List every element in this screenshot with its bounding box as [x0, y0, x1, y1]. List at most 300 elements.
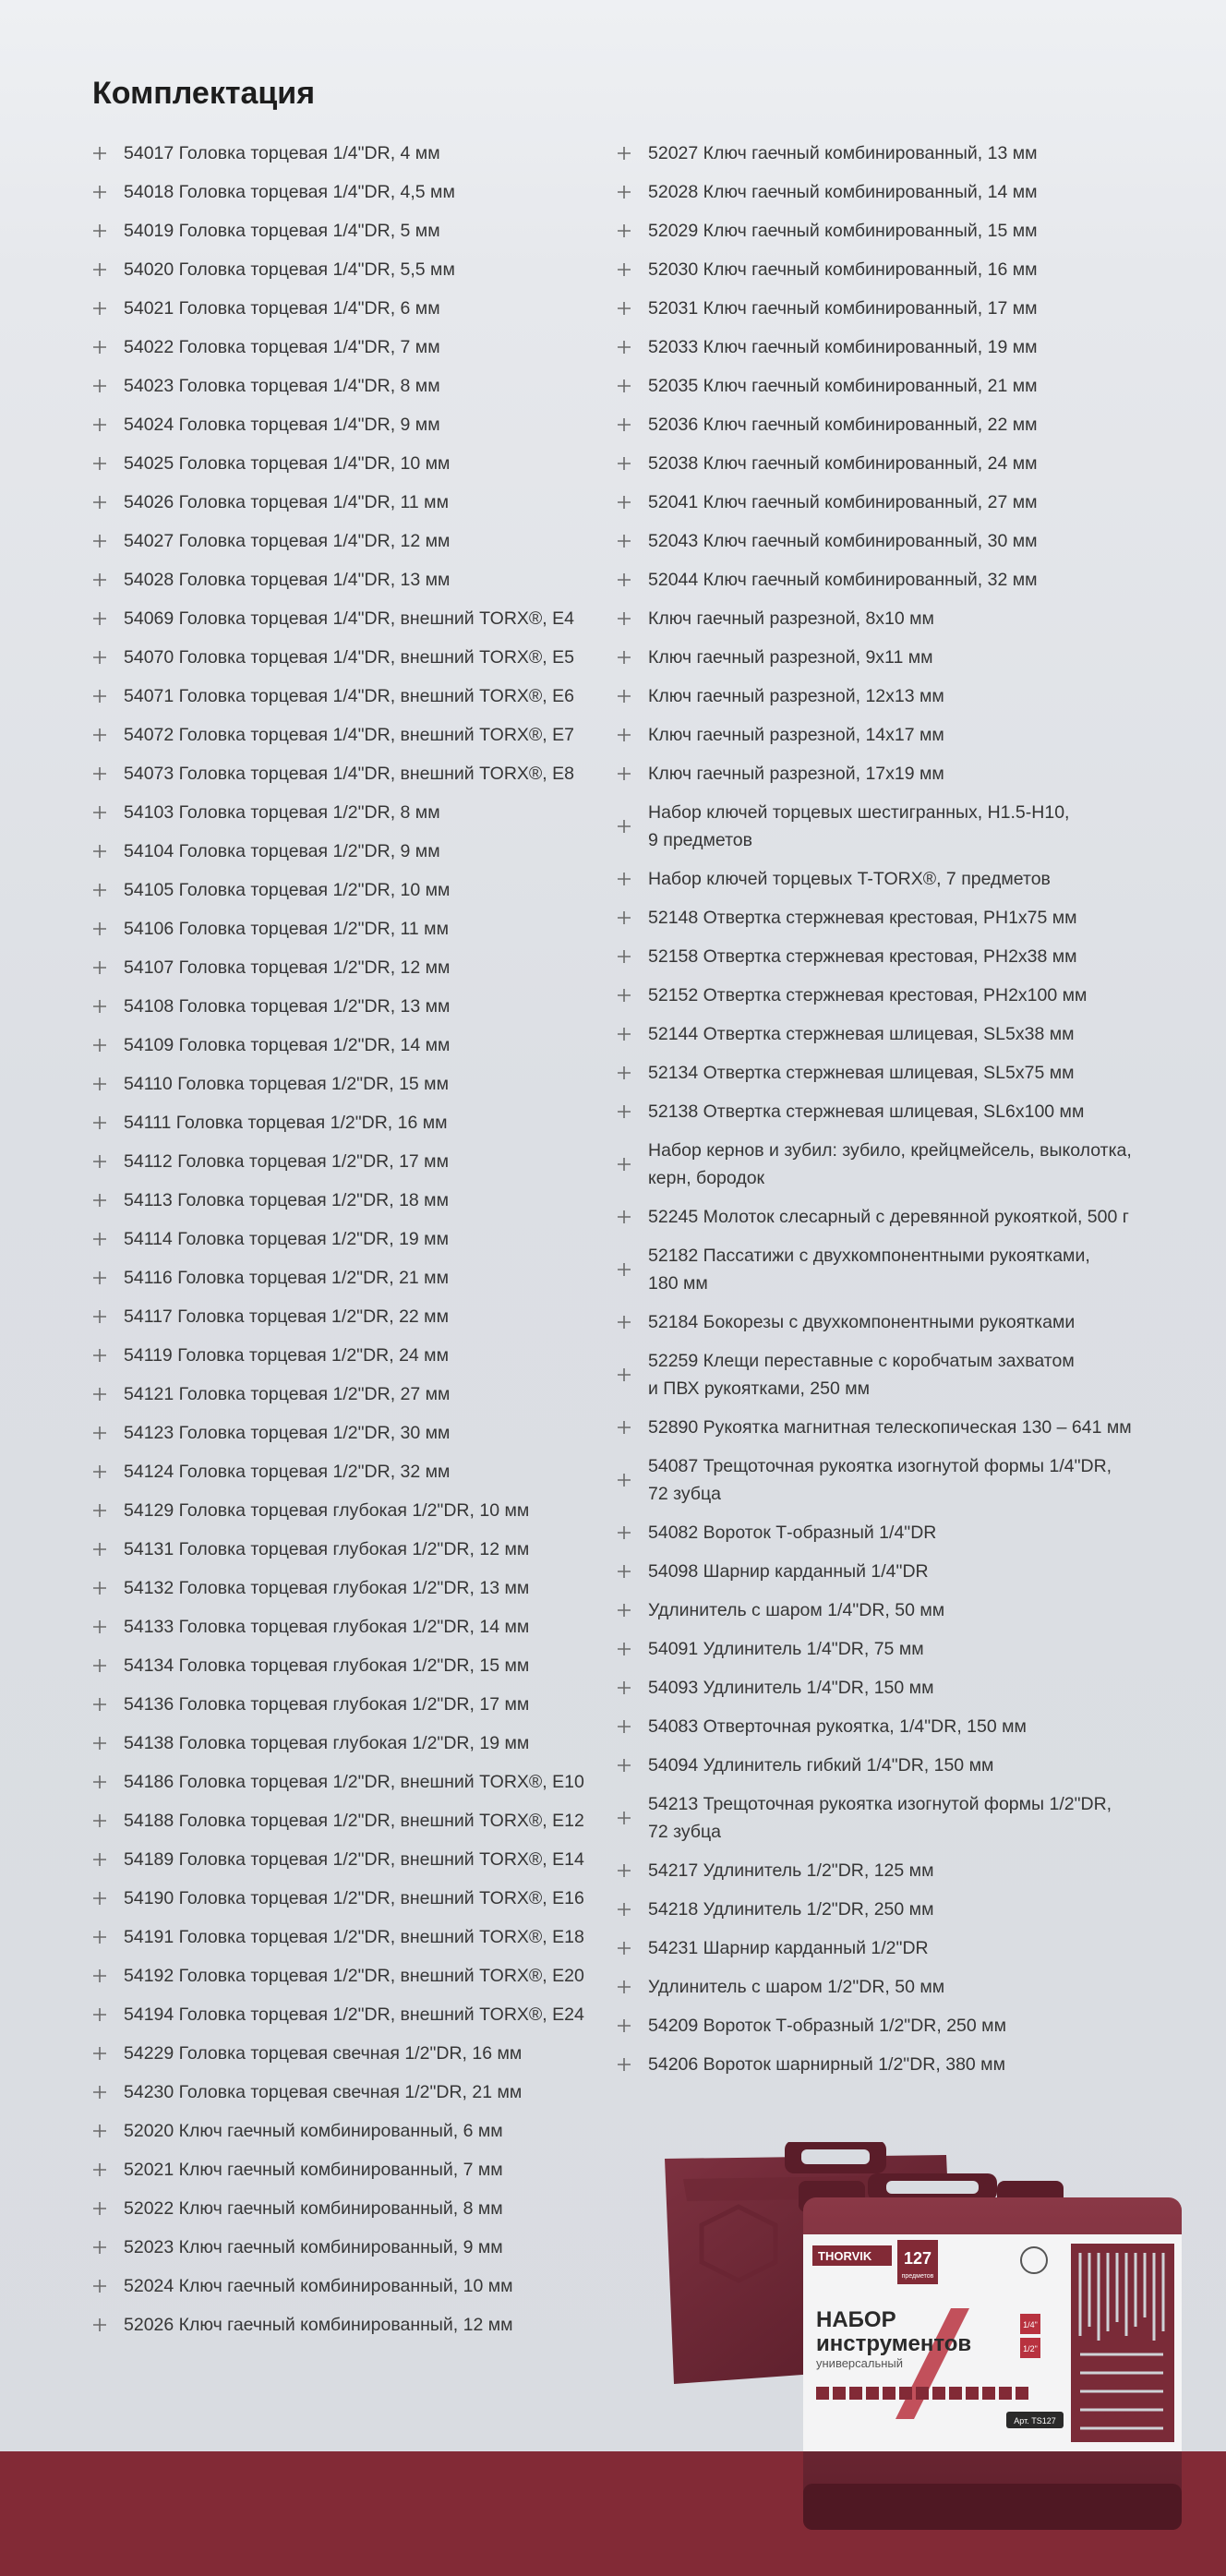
list-item-line: 54188 Головка торцевая 1/2"DR, внешний TORX®, E12	[124, 1811, 584, 1831]
list-item-line: 54017 Головка торцевая 1/4"DR, 4 мм	[124, 143, 440, 163]
plus-icon	[617, 295, 648, 322]
list-item-line: 54209 Вороток Т-образный 1/2"DR, 250 мм	[648, 2016, 1006, 2036]
list-item-text	[648, 1973, 1171, 2001]
list-item-text	[648, 799, 1171, 854]
list-item-text	[648, 1203, 1171, 1231]
list-item-text	[648, 527, 1171, 555]
list-item-line: 54213 Трещоточная рукоятка изогнутой формы 1/2"DR,	[648, 1794, 1112, 1814]
list-item	[617, 860, 1171, 898]
list-item-line: 52158 Отвертка стержневая крестовая, PH2х38 мм	[648, 946, 1077, 967]
list-item-line: 54116 Головка торцевая 1/2"DR, 21 мм	[124, 1268, 449, 1288]
label-title-1: НАБОР	[816, 2307, 896, 2332]
list-item-text	[124, 256, 609, 283]
list-item-line: 52023 Ключ гаечный комбинированный, 9 мм	[124, 2237, 503, 2257]
plus-icon	[92, 1458, 124, 1486]
list-item-line: 54019 Головка торцевая 1/4"DR, 5 мм	[124, 221, 440, 241]
list-item	[92, 1065, 609, 1103]
plus-icon	[92, 527, 124, 555]
list-item-line: 54106 Головка торцевая 1/2"DR, 11 мм	[124, 919, 449, 939]
list-item-line: 54025 Головка торцевая 1/4"DR, 10 мм	[124, 453, 451, 474]
list-item-text	[648, 295, 1171, 322]
list-item-line: 54124 Головка торцевая 1/2"DR, 32 мм	[124, 1462, 451, 1482]
list-item-text	[648, 981, 1171, 1009]
plus-icon	[92, 993, 124, 1020]
list-item-text	[124, 1264, 609, 1292]
plus-icon	[617, 1973, 648, 2001]
list-item-text	[648, 1137, 1171, 1192]
list-item-line: 52036 Ключ гаечный комбинированный, 22 мм	[648, 415, 1038, 435]
list-item	[92, 2305, 609, 2344]
list-item	[617, 1707, 1171, 1746]
list-item	[617, 599, 1171, 638]
list-item	[92, 1569, 609, 1607]
list-item-text	[124, 2272, 609, 2300]
plus-icon	[92, 1342, 124, 1369]
plus-icon	[92, 2311, 124, 2339]
list-item	[92, 1026, 609, 1065]
list-item-line: 52041 Ключ гаечный комбинированный, 27 мм	[648, 492, 1038, 512]
list-item-line: 54026 Головка торцевая 1/4"DR, 11 мм	[124, 492, 449, 512]
list-item	[92, 328, 609, 367]
list-item-text	[124, 372, 609, 400]
list-item-line: 54186 Головка торцевая 1/2"DR, внешний TORX®, E10	[124, 1772, 584, 1792]
list-item	[92, 1220, 609, 1258]
list-item-line: 52890 Рукоятка магнитная телескопическая 130 – 641 мм	[648, 1417, 1132, 1438]
list-item	[92, 1452, 609, 1491]
list-item	[92, 871, 609, 909]
list-item-line: 54189 Головка торцевая 1/2"DR, внешний TORX®, E14	[124, 1849, 584, 1870]
plus-icon	[617, 1519, 648, 1547]
list-item-text	[124, 1109, 609, 1137]
list-item-line: 54027 Головка торцевая 1/4"DR, 12 мм	[124, 531, 451, 551]
list-item-line: 54111 Головка торцевая 1/2"DR, 16 мм	[124, 1113, 448, 1133]
plus-icon	[92, 1807, 124, 1835]
list-item-text	[124, 1846, 609, 1873]
list-item	[617, 250, 1171, 289]
plus-icon	[92, 760, 124, 788]
plus-icon	[617, 865, 648, 893]
plus-icon	[617, 139, 648, 167]
kit-list-left	[92, 134, 609, 2344]
list-item-line: 54190 Головка торцевая 1/2"DR, внешний TORX®, E16	[124, 1888, 584, 1908]
list-item-text	[124, 1884, 609, 1912]
list-item-line: 52148 Отвертка стержневая крестовая, PH1х75 мм	[648, 908, 1077, 928]
list-item	[92, 599, 609, 638]
list-item-text	[124, 217, 609, 245]
list-item-text	[648, 450, 1171, 477]
plus-icon	[92, 915, 124, 943]
plus-icon	[92, 644, 124, 671]
plus-icon	[92, 2195, 124, 2222]
plus-icon	[92, 411, 124, 439]
list-item-line: 54073 Головка торцевая 1/4"DR, внешний TORX®, E8	[124, 764, 574, 784]
plus-icon	[617, 1020, 648, 1048]
list-item	[92, 134, 609, 173]
list-item-line: 52152 Отвертка стержневая крестовая, PH2х100 мм	[648, 985, 1088, 1005]
list-item-line: 9 предметов	[648, 830, 752, 850]
list-item	[92, 987, 609, 1026]
list-item-line: 54112 Головка торцевая 1/2"DR, 17 мм	[124, 1151, 449, 1172]
plus-icon	[92, 1729, 124, 1757]
list-item	[92, 1297, 609, 1336]
list-item	[92, 1995, 609, 2034]
list-item-line: 54087 Трещоточная рукоятка изогнутой формы 1/4"DR,	[648, 1456, 1112, 1476]
plus-icon	[617, 1857, 648, 1884]
list-item-line: 54022 Головка торцевая 1/4"DR, 7 мм	[124, 337, 440, 357]
list-item-line: 54113 Головка торцевая 1/2"DR, 18 мм	[124, 1190, 449, 1210]
plus-icon	[617, 411, 648, 439]
list-item-line: 54104 Головка торцевая 1/2"DR, 9 мм	[124, 841, 440, 861]
list-item-text	[648, 1558, 1171, 1585]
list-item-text	[648, 644, 1171, 671]
list-item-line: 52026 Ключ гаечный комбинированный, 12 мм	[124, 2315, 513, 2335]
list-item-text	[124, 1342, 609, 1369]
list-item-line: 54091 Удлинитель 1/4"DR, 75 мм	[648, 1639, 924, 1659]
list-item-text	[648, 1596, 1171, 1624]
list-item-line: 52024 Ключ гаечный комбинированный, 10 мм	[124, 2276, 513, 2296]
plus-icon	[92, 2272, 124, 2300]
list-item	[92, 560, 609, 599]
list-item	[92, 1763, 609, 1801]
list-item-text	[124, 566, 609, 594]
list-item-line: 52028 Ключ гаечный комбинированный, 14 мм	[648, 182, 1038, 202]
list-item	[92, 2189, 609, 2228]
list-item	[92, 250, 609, 289]
plus-icon	[92, 1962, 124, 1990]
size-badge-a: 1/4"	[1023, 2320, 1038, 2329]
list-item	[92, 2112, 609, 2150]
list-item-line: 54206 Вороток шарнирный 1/2"DR, 380 мм	[648, 2054, 1005, 2075]
list-item-text	[124, 2001, 609, 2028]
list-item-text	[124, 2195, 609, 2222]
list-item	[92, 1414, 609, 1452]
list-item	[617, 1591, 1171, 1630]
list-item-line: Набор кернов и зубил: зубило, крейцмейсель, выколотка,	[648, 1140, 1132, 1161]
plus-icon	[92, 1768, 124, 1796]
list-item-line: 52033 Ключ гаечный комбинированный, 19 мм	[648, 337, 1038, 357]
list-item	[92, 2150, 609, 2189]
list-item-text	[648, 1857, 1171, 1884]
list-item	[92, 832, 609, 871]
list-item-text	[124, 644, 609, 671]
plus-icon	[617, 372, 648, 400]
list-item-text	[648, 217, 1171, 245]
plus-icon	[92, 876, 124, 904]
list-item-text	[648, 1020, 1171, 1048]
kit-list-right	[617, 134, 1171, 2084]
list-item-text	[648, 178, 1171, 206]
plus-icon	[617, 1308, 648, 1336]
list-item-text	[124, 2040, 609, 2067]
list-item-line: 54107 Головка торцевая 1/2"DR, 12 мм	[124, 957, 451, 978]
list-item-line: 54082 Вороток Т-образный 1/4"DR	[648, 1523, 937, 1543]
plus-icon	[92, 2001, 124, 2028]
list-item-text	[124, 1031, 609, 1059]
list-item-line: 54229 Головка торцевая свечная 1/2"DR, 16 мм	[124, 2043, 523, 2064]
list-item	[617, 937, 1171, 976]
plus-icon	[92, 799, 124, 826]
list-item	[92, 289, 609, 328]
item-count-label: предметов	[901, 2273, 934, 2280]
list-item	[617, 1236, 1171, 1303]
list-item-line: 52022 Ключ гаечный комбинированный, 8 мм	[124, 2198, 503, 2219]
list-item-text	[648, 682, 1171, 710]
list-item-text	[648, 139, 1171, 167]
list-item-text	[124, 760, 609, 788]
plus-icon	[92, 2156, 124, 2184]
list-item	[617, 444, 1171, 483]
list-item	[617, 1092, 1171, 1131]
list-item-text	[648, 760, 1171, 788]
list-item-line: 54134 Головка торцевая глубокая 1/2"DR, 15 мм	[124, 1655, 530, 1676]
list-item-text	[648, 2051, 1171, 2078]
list-item	[617, 1929, 1171, 1968]
list-item-text	[124, 2156, 609, 2184]
list-item-line: 54071 Головка торцевая 1/4"DR, внешний TORX®, E6	[124, 686, 574, 706]
plus-icon	[617, 450, 648, 477]
list-item	[617, 1015, 1171, 1053]
list-item-line: Удлинитель с шаром 1/2"DR, 50 мм	[648, 1977, 945, 1997]
plus-icon	[92, 178, 124, 206]
list-item-text	[124, 1923, 609, 1951]
list-item-line: 54230 Головка торцевая свечная 1/2"DR, 21 мм	[124, 2082, 523, 2102]
list-item-text	[648, 1674, 1171, 1702]
list-item-text	[648, 1713, 1171, 1740]
list-item-text	[648, 333, 1171, 361]
list-item-line: 52138 Отвертка стержневая шлицевая, SL6х100 мм	[648, 1101, 1085, 1122]
list-item-line: Ключ гаечный разрезной, 8х10 мм	[648, 608, 934, 629]
plus-icon	[617, 981, 648, 1009]
product-label	[803, 2234, 1182, 2451]
plus-icon	[92, 605, 124, 632]
list-item-text	[648, 1934, 1171, 1962]
list-item-text	[648, 566, 1171, 594]
plus-icon	[92, 1303, 124, 1330]
list-item-text	[124, 527, 609, 555]
list-item	[617, 1552, 1171, 1591]
list-item	[92, 1646, 609, 1685]
list-item-line: 54021 Головка торцевая 1/4"DR, 6 мм	[124, 298, 440, 319]
list-item-line: 54093 Удлинитель 1/4"DR, 150 мм	[648, 1678, 934, 1698]
list-item-text	[648, 865, 1171, 893]
plus-icon	[92, 1031, 124, 1059]
list-item-text	[124, 837, 609, 865]
list-item-text	[124, 1303, 609, 1330]
list-item	[92, 716, 609, 754]
list-item	[617, 134, 1171, 173]
list-item-line: 54136 Головка торцевая глубокая 1/2"DR, 17 мм	[124, 1694, 530, 1715]
list-item-text	[124, 1148, 609, 1175]
plus-icon	[92, 2233, 124, 2261]
plus-icon	[617, 178, 648, 206]
list-item-line: 54129 Головка торцевая глубокая 1/2"DR, 10 мм	[124, 1500, 530, 1521]
plus-icon	[92, 295, 124, 322]
list-item-text	[648, 1347, 1171, 1402]
list-item-line: 52021 Ключ гаечный комбинированный, 7 мм	[124, 2160, 503, 2180]
plus-icon	[617, 1674, 648, 1702]
list-item	[617, 2006, 1171, 2045]
list-item	[617, 716, 1171, 754]
list-item-line: 54133 Головка торцевая глубокая 1/2"DR, 14 мм	[124, 1617, 530, 1637]
list-item-line: 52029 Ключ гаечный комбинированный, 15 мм	[648, 221, 1038, 241]
list-item-line: 54138 Головка торцевая глубокая 1/2"DR, 19 мм	[124, 1733, 530, 1753]
list-item-line: 54192 Головка торцевая 1/2"DR, внешний TORX®, E20	[124, 1966, 584, 1986]
list-item-line: 54114 Головка торцевая 1/2"DR, 19 мм	[124, 1229, 449, 1249]
list-item	[92, 1181, 609, 1220]
list-item	[617, 405, 1171, 444]
list-item-line: 52144 Отвертка стержневая шлицевая, SL5х38 мм	[648, 1024, 1075, 1044]
list-item-text	[124, 1497, 609, 1524]
list-item	[92, 1491, 609, 1530]
plus-icon	[617, 1098, 648, 1125]
list-item-line: 54083 Отверточная рукоятка, 1/4"DR, 150 мм	[648, 1716, 1027, 1737]
list-item	[617, 638, 1171, 677]
plus-icon	[92, 682, 124, 710]
plus-icon	[92, 1380, 124, 1408]
list-item	[617, 560, 1171, 599]
list-item-text	[124, 450, 609, 477]
list-item-text	[124, 1070, 609, 1098]
plus-icon	[617, 644, 648, 671]
list-item-line: 52035 Ключ гаечный комбинированный, 21 мм	[648, 376, 1038, 396]
list-item-line: и ПВХ рукоятками, 250 мм	[648, 1378, 871, 1399]
article-number: Арт. TS127	[1014, 2416, 1056, 2426]
plus-icon	[617, 1713, 648, 1740]
list-item-text	[124, 1225, 609, 1253]
list-item-line: 52038 Ключ гаечный комбинированный, 24 мм	[648, 453, 1038, 474]
list-item-line: 54072 Головка торцевая 1/4"DR, внешний TORX®, E7	[124, 725, 574, 745]
list-item	[92, 754, 609, 793]
list-item-text	[648, 605, 1171, 632]
list-item-text	[124, 799, 609, 826]
list-item-line: 52245 Молоток слесарный с деревянной рукояткой, 500 г	[648, 1207, 1129, 1227]
list-item	[92, 1918, 609, 1956]
list-item-text	[648, 1414, 1171, 1441]
list-item-line: 52044 Ключ гаечный комбинированный, 32 мм	[648, 570, 1038, 590]
list-item	[617, 898, 1171, 937]
list-item	[617, 367, 1171, 405]
list-item-text	[124, 876, 609, 904]
list-item-line: 54094 Удлинитель гибкий 1/4"DR, 150 мм	[648, 1755, 994, 1776]
list-item-text	[124, 411, 609, 439]
plus-icon	[92, 1691, 124, 1718]
list-item	[92, 211, 609, 250]
list-item-text	[124, 1729, 609, 1757]
item-count: 127	[903, 2249, 932, 2268]
list-item-line: 180 мм	[648, 1273, 708, 1294]
list-item-line: Ключ гаечный разрезной, 14х17 мм	[648, 725, 944, 745]
list-item	[617, 1342, 1171, 1408]
list-item	[92, 444, 609, 483]
list-item-line: 54103 Головка торцевая 1/2"DR, 8 мм	[124, 802, 440, 823]
list-item	[617, 1785, 1171, 1851]
list-item	[617, 1053, 1171, 1092]
product-case-image	[646, 2142, 1200, 2548]
list-item-text	[124, 2078, 609, 2106]
list-item	[617, 1408, 1171, 1447]
list-item-text	[124, 993, 609, 1020]
list-item	[617, 793, 1171, 860]
list-item-line: 54105 Головка торцевая 1/2"DR, 10 мм	[124, 880, 451, 900]
list-item-line: Ключ гаечный разрезной, 9х11 мм	[648, 647, 933, 668]
list-item-text	[124, 1768, 609, 1796]
plus-icon	[92, 2040, 124, 2067]
plus-icon	[617, 1558, 648, 1585]
plus-icon	[617, 605, 648, 632]
list-item-line: 54117 Головка торцевая 1/2"DR, 22 мм	[124, 1306, 449, 1327]
plus-icon	[617, 527, 648, 555]
tool-layout-photo	[1071, 2244, 1174, 2442]
list-item-line: 54217 Удлинитель 1/2"DR, 125 мм	[648, 1860, 934, 1881]
list-item	[92, 1336, 609, 1375]
list-item-line: 54098 Шарнир карданный 1/4"DR	[648, 1561, 929, 1582]
label-title-2: инструментов	[816, 2331, 972, 2356]
list-item	[92, 1724, 609, 1763]
list-item-line: 54110 Головка торцевая 1/2"DR, 15 мм	[124, 1074, 449, 1094]
plus-icon	[617, 2051, 648, 2078]
brand-logo: THORVIK	[818, 2249, 872, 2263]
list-item	[92, 1607, 609, 1646]
list-item-text	[124, 488, 609, 516]
list-item-text	[124, 1807, 609, 1835]
plus-icon	[617, 721, 648, 749]
list-item	[92, 1840, 609, 1879]
list-item	[92, 2228, 609, 2267]
list-item-text	[124, 605, 609, 632]
plus-icon	[617, 1414, 648, 1441]
list-item	[92, 1879, 609, 1918]
list-item-line: 54231 Шарнир карданный 1/2"DR	[648, 1938, 929, 1958]
plus-icon	[617, 2012, 648, 2040]
plus-icon	[92, 1264, 124, 1292]
list-item	[92, 1685, 609, 1724]
list-item	[92, 2073, 609, 2112]
list-item	[92, 405, 609, 444]
plus-icon	[617, 1203, 648, 1231]
list-item-line: 52027 Ключ гаечный комбинированный, 13 мм	[648, 143, 1038, 163]
list-item	[92, 1258, 609, 1297]
plus-icon	[92, 450, 124, 477]
list-item-line: Набор ключей торцевых шестигранных, H1.5-H10,	[648, 802, 1070, 823]
list-item-line: 54028 Головка торцевая 1/4"DR, 13 мм	[124, 570, 451, 590]
plus-icon	[92, 721, 124, 749]
list-item-line: 54123 Головка торцевая 1/2"DR, 30 мм	[124, 1423, 451, 1443]
list-item	[92, 638, 609, 677]
list-item-text	[648, 721, 1171, 749]
plus-icon	[92, 1846, 124, 1873]
list-item	[617, 483, 1171, 522]
plus-icon	[92, 1109, 124, 1137]
plus-icon	[92, 1148, 124, 1175]
size-badge-b: 1/2"	[1023, 2344, 1038, 2353]
list-item-line: 54121 Головка торцевая 1/2"DR, 27 мм	[124, 1384, 451, 1404]
list-item-line: 54024 Головка торцевая 1/4"DR, 9 мм	[124, 415, 440, 435]
list-item-line: Набор ключей торцевых T-TORX®, 7 предметов	[648, 869, 1051, 889]
list-item-text	[124, 2117, 609, 2145]
plus-icon	[92, 256, 124, 283]
plus-icon	[617, 566, 648, 594]
plus-icon	[92, 1497, 124, 1524]
plus-icon	[617, 1596, 648, 1624]
list-item-text	[124, 1691, 609, 1718]
list-item	[617, 289, 1171, 328]
plus-icon	[92, 954, 124, 981]
plus-icon	[92, 1535, 124, 1563]
list-item	[617, 211, 1171, 250]
list-item	[617, 677, 1171, 716]
list-item-line: 54069 Головка торцевая 1/4"DR, внешний TORX®, E4	[124, 608, 574, 629]
list-item-text	[124, 2233, 609, 2261]
